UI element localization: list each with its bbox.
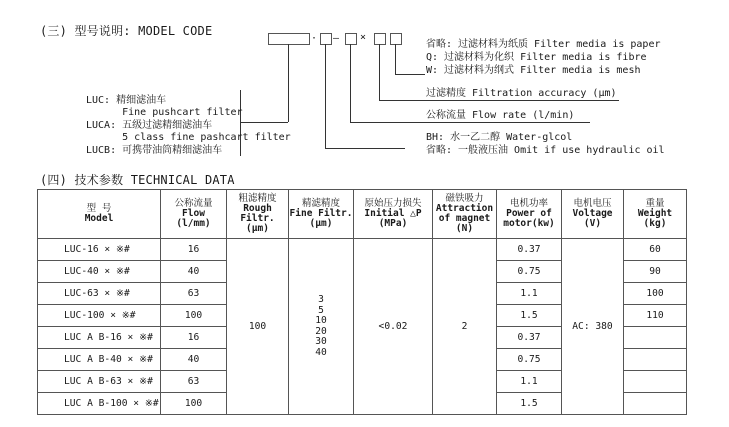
fluid-line-oil: 省略: 一般液压油 Omit if use hydraulic oil [426,145,665,156]
cell-flow: 63 [161,283,227,305]
cell-power: 0.37 [497,239,562,261]
cell-power: 0.75 [497,349,562,371]
code-dot: · [311,33,318,44]
cell-power: 1.1 [497,283,562,305]
cell-model: LUC A B-40 × ※# [38,349,161,371]
cell-flow: 63 [161,371,227,393]
cell-model: LUC A B-100 × ※# [38,393,161,415]
cell-model: LUC-40 × ※# [38,261,161,283]
cell-weight: 110 [624,305,687,327]
media-line-paper: 省略: 过滤材料为纸质 Filter media is paper [426,39,661,50]
cell-power: 0.37 [497,327,562,349]
technical-data-table [37,189,687,415]
cell-model: LUC A B-63 × ※# [38,371,161,393]
header-initial-dp: 原始压力损失 Initial △P (MPa) [354,190,433,239]
code-box-type [268,33,310,45]
flow-label: 公称流量 Flow rate (l/min) [426,110,575,121]
cell-magnet: 2 [433,239,497,415]
cell-flow: 40 [161,349,227,371]
header-voltage: 电机电压 Voltage (V) [562,190,624,239]
technical-data-title: (四) 技术参数 TECHNICAL DATA [40,173,235,187]
cell-weight: 60 [624,239,687,261]
code-box-fluid [374,33,386,45]
cell-model: LUC A B-16 × ※# [38,327,161,349]
type-luca-en: 5 class fine pashcart filter [86,132,291,143]
cell-power: 1.5 [497,393,562,415]
table-row [38,239,687,261]
code-box-accuracy [345,33,357,45]
cell-power: 1.1 [497,371,562,393]
cell-model: LUC-16 × ※# [38,239,161,261]
code-x: × [360,32,367,43]
header-magnet: 磁铁吸力 Attraction of magnet (N) [433,190,497,239]
cell-weight [624,327,687,349]
media-line-fibre: Q: 过滤材料为化织 Filter media is fibre [426,52,647,63]
header-model: 型 号 Model [38,190,161,239]
cell-weight: 100 [624,283,687,305]
model-code-title: (三) 型号说明: MODEL CODE [40,24,213,38]
header-weight: 重量 Weight (kg) [624,190,687,239]
table-header-row [38,190,687,239]
code-box-flow [320,33,332,45]
header-flow: 公称流量 Flow (l/mm) [161,190,227,239]
code-box-media [390,33,402,45]
cell-rough-filtr: 100 [227,239,289,415]
cell-flow: 100 [161,393,227,415]
cell-fine-filtr: 3 5 10 20 30 40 [289,239,354,415]
cell-model: LUC-100 × ※# [38,305,161,327]
code-dash: – [333,33,340,44]
cell-flow: 16 [161,239,227,261]
cell-power: 0.75 [497,261,562,283]
type-lucb-cn: LUCB: 可携带油筒精细滤油车 [86,145,223,156]
cell-weight [624,393,687,415]
fluid-line-water: BH: 水一乙二醇 Water-glcol [426,132,573,143]
header-power: 电机功率 Power of motor(kw) [497,190,562,239]
cell-weight: 90 [624,261,687,283]
cell-power: 1.5 [497,305,562,327]
type-luc-cn: LUC: 精细滤油车 [86,95,167,106]
cell-voltage: AC: 380 [562,239,624,415]
cell-model: LUC-63 × ※# [38,283,161,305]
cell-weight [624,371,687,393]
cell-weight [624,349,687,371]
cell-flow: 40 [161,261,227,283]
type-luca-cn: LUCA: 五级过滤精细滤油车 [86,120,213,131]
cell-initial-dp: <0.02 [354,239,433,415]
media-line-mesh: W: 过滤材料为纲式 Filter media is mesh [426,65,641,76]
type-luc-en: Fine pushcart filter [86,107,243,118]
header-rough-filtr: 粗滤精度 Rough Filtr. (μm) [227,190,289,239]
accuracy-label: 过滤精度 Filtration accuracy (μm) [426,88,617,99]
cell-flow: 100 [161,305,227,327]
header-fine-filtr: 精滤精度 Fine Filtr. (μm) [289,190,354,239]
cell-flow: 16 [161,327,227,349]
